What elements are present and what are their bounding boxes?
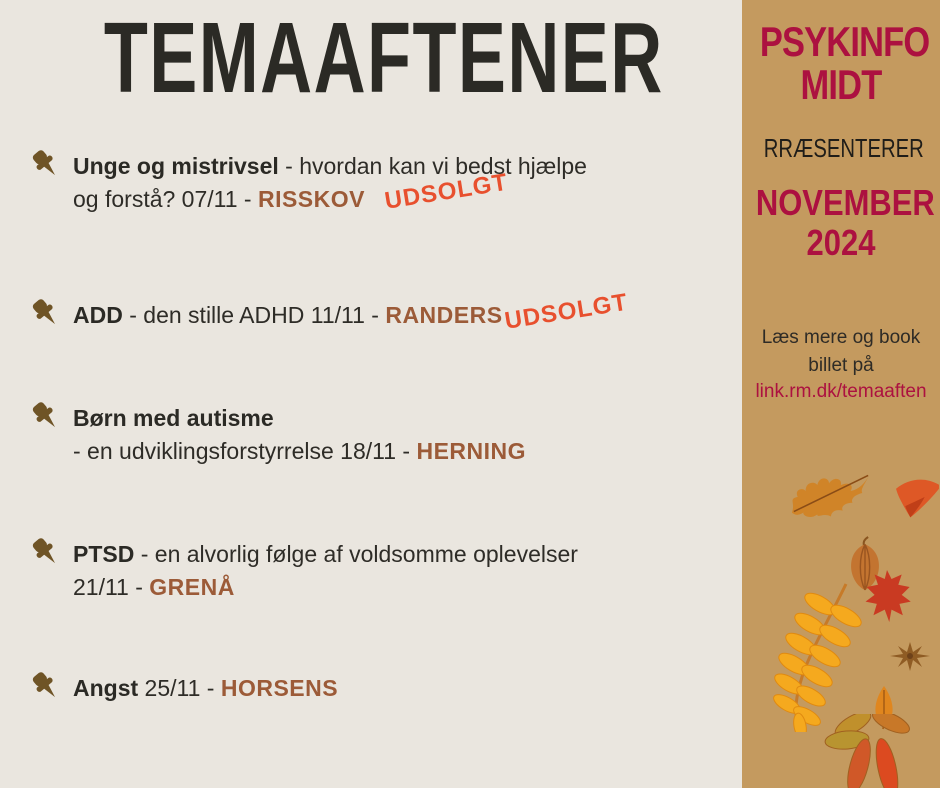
oak-leaf-icon — [786, 462, 874, 524]
presents-label: RRÆSENTERER — [763, 133, 924, 163]
event-boern-med-autisme — [28, 402, 728, 468]
soldout-stamp: UDSOLGT — [502, 288, 630, 335]
pushpin-icon — [28, 670, 62, 706]
event-location: GRENÅ — [149, 574, 235, 600]
pushpin-icon — [28, 536, 62, 572]
event-line2: og forstå? 07/11 - RISSKOV — [73, 186, 365, 212]
month-label: NOVEMBER 2024 — [755, 182, 935, 263]
sidebar — [742, 0, 940, 788]
event-location: HERNING — [416, 438, 527, 464]
event-angst — [28, 672, 728, 705]
soldout-stamp: UDSOLGT — [382, 168, 510, 215]
event-location: RISSKOV — [257, 186, 365, 212]
event-line2: 21/11 - GRENÅ — [73, 574, 235, 600]
event-line1: Angst 25/11 - HORSENS — [73, 675, 339, 701]
event-unge-og-mistrivsel — [28, 150, 728, 216]
event-text — [73, 672, 728, 705]
pushpin-icon — [28, 297, 62, 333]
pushpin-icon — [28, 148, 62, 184]
rowan-leaf-icon — [754, 582, 866, 732]
pushpin-icon — [28, 400, 62, 436]
event-text — [73, 402, 728, 468]
event-text — [73, 538, 728, 604]
event-line1: Børn med autisme — [73, 405, 274, 431]
brand-title: PSYKINFO MIDT — [759, 18, 930, 108]
maple-leaf-icon — [858, 570, 916, 622]
red-leaf-icon — [894, 476, 940, 520]
event-line1: Unge og mistrivsel - hvordan kan vi bedst hjælpe — [73, 153, 587, 179]
page-title: TEMAAFTENER — [103, 2, 664, 114]
star-anise-icon — [888, 640, 932, 674]
event-line1: ADD - den stille ADHD 11/11 - RANDERS — [73, 302, 503, 328]
booking-info: Læs mere og book billet på — [761, 327, 921, 376]
creeper-leaf-icon — [824, 714, 916, 788]
booking-link[interactable]: link.rm.dk/temaaften — [755, 381, 927, 402]
event-location: RANDERS — [385, 302, 503, 328]
event-line2: - en udviklingsforstyrrelse 18/11 - HERNING — [73, 438, 527, 464]
event-ptsd — [28, 538, 728, 604]
event-location: HORSENS — [220, 675, 339, 701]
event-line1: PTSD - en alvorlig følge af voldsomme oplevelser — [73, 541, 578, 567]
